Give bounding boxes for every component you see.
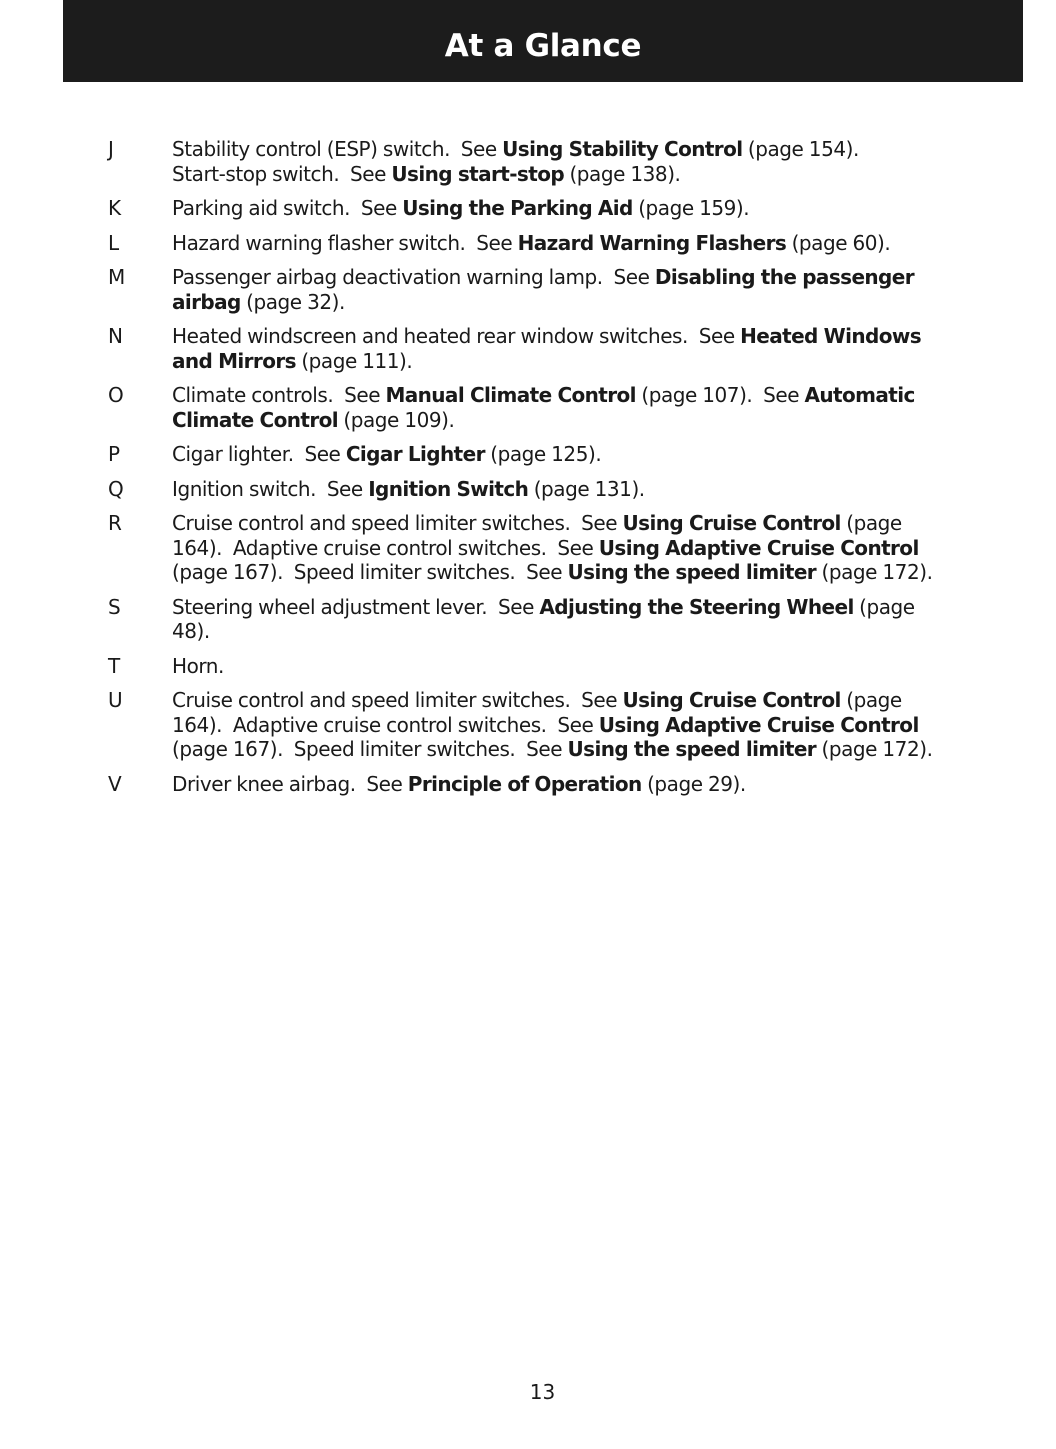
legend-letter: U	[108, 688, 123, 712]
legend-description	[172, 477, 1020, 502]
cross-reference: Climate Control	[172, 407, 338, 432]
description-text: Start-stop switch. See	[172, 161, 392, 186]
description-text: (page 138).	[564, 161, 681, 186]
legend-description	[172, 383, 1020, 432]
legend-letter: O	[108, 383, 124, 407]
cross-reference: Using the speed limiter	[567, 737, 817, 761]
description-line	[172, 196, 1020, 221]
description-text: (page 60).	[786, 230, 891, 255]
legend-entry	[100, 654, 1020, 679]
description-line	[172, 265, 1020, 290]
description-line	[172, 511, 1020, 536]
description-text: Cruise control and speed limiter switches. See	[172, 688, 623, 712]
description-text: (page 172).	[816, 737, 933, 761]
cross-reference: Manual Climate Control	[385, 383, 636, 407]
description-line	[172, 713, 1020, 738]
legend-description	[172, 654, 1020, 679]
description-text: (page 159).	[632, 196, 750, 220]
description-text: (page	[840, 688, 902, 712]
description-text: (page 109).	[338, 407, 455, 432]
cross-reference: Hazard Warning Flashers	[517, 230, 787, 255]
cross-reference: Principle of Operation	[407, 771, 642, 796]
cross-reference: Cigar Lighter	[345, 442, 485, 466]
legend-description	[172, 324, 1020, 373]
description-line	[172, 737, 1020, 762]
description-text: Climate controls. See	[172, 383, 386, 407]
description-line	[172, 383, 1020, 408]
description-text: 164). Adaptive cruise control switches. See	[172, 712, 599, 737]
description-line	[172, 477, 1020, 502]
description-text: (page 32).	[240, 289, 345, 314]
description-line	[172, 231, 1020, 256]
description-line	[172, 654, 1020, 679]
cross-reference: Using Adaptive Cruise Control	[598, 712, 919, 737]
legend-letter: V	[108, 771, 122, 796]
cross-reference: Using start-stop	[391, 161, 565, 186]
legend-description	[172, 595, 1020, 644]
description-line	[172, 349, 1020, 374]
description-line	[172, 137, 1020, 162]
legend-entry	[100, 137, 1020, 186]
description-text: (page 154).	[742, 137, 859, 161]
description-text: Stability control (ESP) switch. See	[172, 137, 503, 161]
description-text: (page 125).	[484, 442, 602, 466]
description-text: (page 172).	[816, 560, 933, 584]
description-text: (page 29).	[641, 771, 746, 796]
legend-letter: L	[108, 230, 120, 255]
header-bar	[63, 0, 1023, 82]
cross-reference: Disabling the passenger	[654, 265, 914, 289]
legend-description	[172, 137, 1020, 186]
description-text: Ignition switch. See	[172, 476, 369, 501]
legend-description	[172, 442, 1020, 467]
description-line	[172, 688, 1020, 713]
cross-reference: Using the speed limiter	[567, 560, 817, 584]
page-title: At a Glance	[444, 28, 642, 64]
cross-reference: airbag	[172, 289, 241, 314]
legend-description	[172, 231, 1020, 256]
legend-entry	[100, 383, 1020, 432]
description-text: Driver knee airbag. See	[172, 771, 408, 796]
legend-description	[172, 688, 1020, 762]
description-line	[172, 162, 1020, 187]
description-text: 164). Adaptive cruise control switches. See	[172, 535, 599, 560]
legend-letter: N	[108, 324, 123, 348]
legend-entry	[100, 477, 1020, 502]
description-text: Steering wheel adjustment lever. See	[172, 594, 540, 619]
legend-letter: T	[108, 653, 121, 678]
legend-description	[172, 196, 1020, 221]
description-text: (page 167). Speed limiter switches. See	[172, 560, 568, 584]
cross-reference: Using Cruise Control	[622, 511, 841, 535]
description-line	[172, 595, 1020, 620]
description-text: Parking aid switch. See	[172, 196, 403, 220]
legend-entry	[100, 265, 1020, 314]
legend-letter: K	[108, 196, 122, 220]
legend-description	[172, 772, 1020, 797]
description-text: (page	[853, 594, 915, 619]
legend-entry	[100, 511, 1020, 585]
legend-entry	[100, 231, 1020, 256]
legend-letter: R	[108, 511, 122, 535]
cross-reference: Adjusting the Steering Wheel	[539, 594, 854, 619]
cross-reference: Using the Parking Aid	[402, 196, 633, 220]
description-text: (page 111).	[295, 348, 413, 373]
cross-reference: and Mirrors	[172, 348, 296, 373]
description-text: Heated windscreen and heated rear window switches. See	[172, 324, 741, 348]
legend-letter: P	[108, 442, 121, 466]
description-text: Horn.	[172, 653, 224, 678]
description-text: Cigar lighter. See	[172, 442, 346, 466]
description-line	[172, 536, 1020, 561]
cross-reference: Heated Windows	[740, 324, 922, 348]
legend-entry	[100, 688, 1020, 762]
cross-reference: Using Adaptive Cruise Control	[598, 535, 919, 560]
description-line	[172, 324, 1020, 349]
legend-entry	[100, 196, 1020, 221]
description-text: (page 107). See	[635, 383, 805, 407]
description-line	[172, 560, 1020, 585]
legend-entry	[100, 772, 1020, 797]
legend-entry	[100, 442, 1020, 467]
description-line	[172, 290, 1020, 315]
description-text: (page 131).	[528, 476, 645, 501]
cross-reference: Ignition Switch	[368, 476, 529, 501]
legend-letter: J	[108, 137, 114, 161]
description-line	[172, 772, 1020, 797]
description-line	[172, 408, 1020, 433]
description-text: Passenger airbag deactivation warning lamp. See	[172, 265, 655, 289]
page-number: 13	[529, 1380, 556, 1404]
description-line	[172, 619, 1020, 644]
description-line	[172, 442, 1020, 467]
legend-letter: M	[108, 265, 126, 289]
description-text: (page 167). Speed limiter switches. See	[172, 737, 568, 761]
legend-description	[172, 265, 1020, 314]
description-text: 48).	[172, 619, 210, 643]
legend-letter: S	[108, 594, 121, 619]
description-text: Cruise control and speed limiter switches. See	[172, 511, 623, 535]
description-text: Hazard warning flasher switch. See	[172, 230, 518, 255]
legend-entry	[100, 324, 1020, 373]
description-text: (page	[840, 511, 902, 535]
legend-list	[100, 137, 1020, 806]
cross-reference: Automatic	[804, 383, 915, 407]
legend-description	[172, 511, 1020, 585]
cross-reference: Using Cruise Control	[622, 688, 841, 712]
legend-letter: Q	[108, 476, 124, 501]
legend-entry	[100, 595, 1020, 644]
cross-reference: Using Stability Control	[502, 137, 743, 161]
